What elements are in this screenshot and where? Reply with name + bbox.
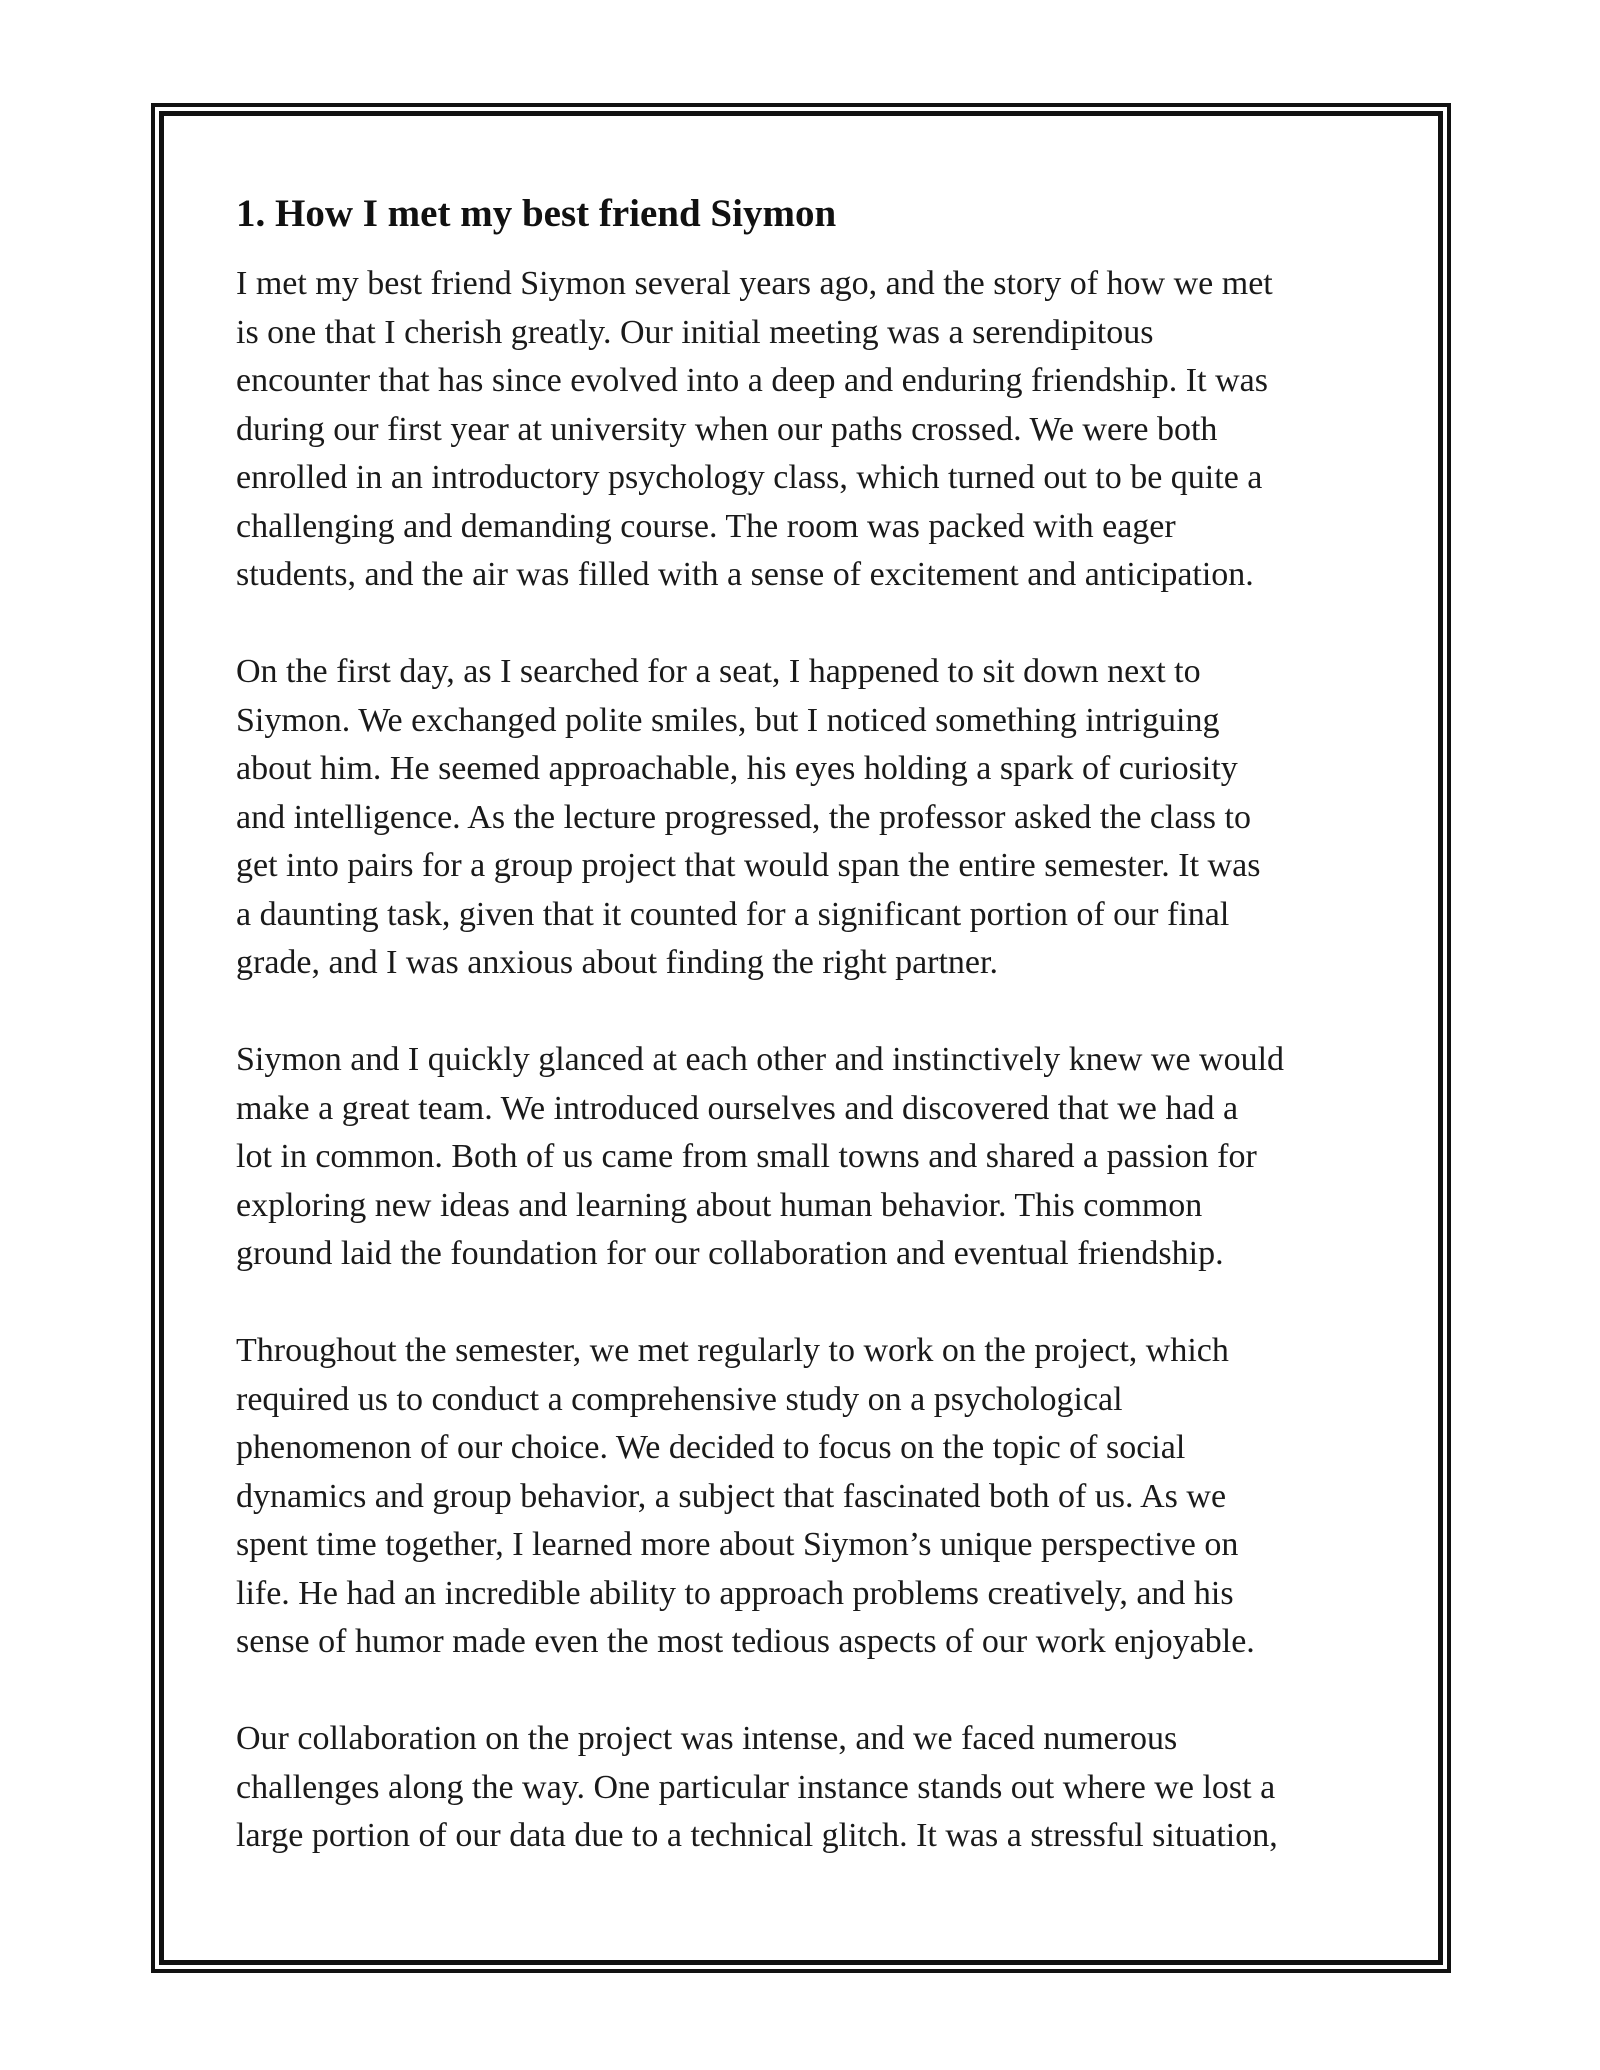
text-line: students, and the air was filled with a sense of excitement and anticipation. <box>236 556 1254 593</box>
text-line: life. He had an incredible ability to approach problems creatively, and his <box>236 1574 1234 1612</box>
paragraph-3 <box>236 1036 1386 1279</box>
text-line: On the first day, as I searched for a seat, I happened to sit down next to <box>236 653 1201 690</box>
text-line: phenomenon of our choice. We decided to focus on the topic of social <box>236 1429 1186 1466</box>
text-line: required us to conduct a comprehensive study on a psychological <box>236 1380 1123 1418</box>
text-line: spent time together, I learned more about Siymon’s unique perspective on <box>236 1526 1239 1563</box>
text-line: make a great team. We introduced ourselves and discovered that we had a <box>236 1089 1239 1127</box>
text-line: I met my best friend Siymon several years ago, and the story of how we met <box>236 265 1273 302</box>
text-line: and intelligence. As the lecture progressed, the professor asked the class to <box>236 798 1251 836</box>
text-line: during our first year at university when our paths crossed. We were both <box>236 410 1218 448</box>
text-line: is one that I cherish greatly. Our initial meeting was a serendipitous <box>236 313 1154 351</box>
text-line: Throughout the semester, we met regularly to work on the project, which <box>236 1332 1229 1369</box>
text-line: lot in common. Both of us came from small towns and shared a passion for <box>236 1138 1257 1175</box>
text-line: large portion of our data due to a technical glitch. It was a stressful situation, <box>236 1817 1278 1854</box>
text-line: enrolled in an introductory psychology class, which turned out to be quite a <box>236 459 1263 496</box>
text-line: Our collaboration on the project was intense, and we faced numerous <box>236 1720 1178 1757</box>
document-body <box>236 190 1386 1909</box>
section-heading: 1. How I met my best friend Siymon <box>236 192 837 235</box>
text-line: sense of humor made even the most tedious aspects of our work enjoyable. <box>236 1623 1255 1660</box>
text-line: exploring new ideas and learning about human behavior. This common <box>236 1186 1203 1224</box>
text-line: get into pairs for a group project that would span the entire semester. It was <box>236 847 1261 884</box>
text-line: a daunting task, given that it counted for a significant portion of our final <box>236 895 1230 933</box>
text-line: grade, and I was anxious about finding the right partner. <box>236 944 998 981</box>
text-line: about him. He seemed approachable, his eyes holding a spark of curiosity <box>236 750 1238 787</box>
text-line: Siymon and I quickly glanced at each other and instinctively knew we would <box>236 1041 1285 1078</box>
paragraph-4 <box>236 1327 1386 1667</box>
text-line: Siymon. We exchanged polite smiles, but I noticed something intriguing <box>236 701 1220 739</box>
text-line: encounter that has since evolved into a deep and enduring friendship. It was <box>236 362 1268 399</box>
paragraph-1 <box>236 260 1386 600</box>
text-line: challenges along the way. One particular instance stands out where we lost a <box>236 1768 1276 1806</box>
text-line: dynamics and group behavior, a subject that fascinated both of us. As we <box>236 1477 1227 1515</box>
text-line: challenging and demanding course. The room was packed with eager <box>236 507 1176 545</box>
paragraph-5 <box>236 1715 1386 1861</box>
paragraph-2 <box>236 648 1386 988</box>
text-line: ground laid the foundation for our collaboration and eventual friendship. <box>236 1235 1224 1272</box>
